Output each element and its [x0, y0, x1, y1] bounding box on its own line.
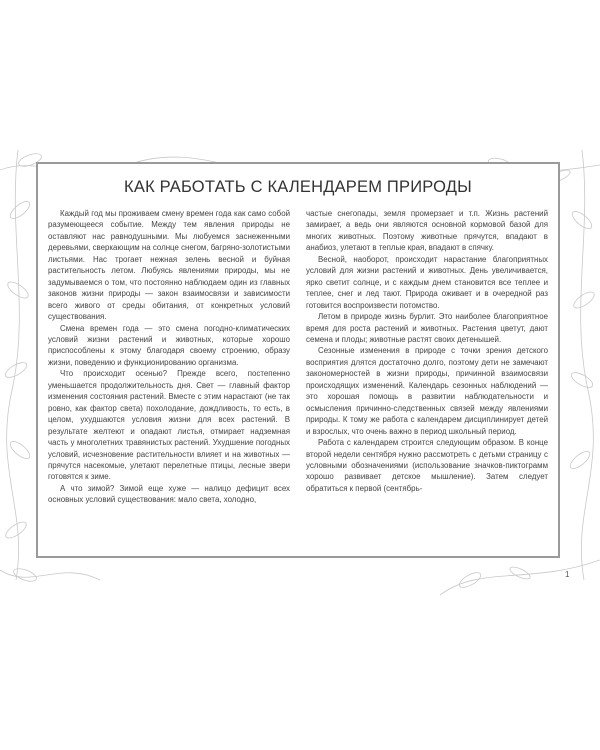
leaf-decoration-right: [560, 150, 600, 580]
paragraph: Весной, наоборот, происходит нарастание благоприятных условий для жизни растений и животных. День увеличивается, ярко светит солнце, и с каждым днем становится все теплее и теплее, снег и лед тают. Природа оживает и в очередной раз готовится воспроизвести потомство.: [306, 254, 548, 310]
text-columns: [48, 208, 548, 548]
paragraph: Что происходит осенью? Прежде всего, постепенно уменьшается продолжительность дня. Свет — главный фактор изменения состояния растений. Вместе с этим нарастают (не так ровно, как фактор света) похолодание, дождливость, то есть, в целом, ухудшаются условия жизни для всех растений. В результате желтеют и опадают листья, отмирает надземная часть у многолетних травянистых растений. Ухудшение погодных условий, исчезновение растительности влияет и на животных — прячутся насекомые, улетают перелетные птицы, лесные звери готовятся к зиме.: [48, 369, 290, 482]
page-number: 1: [565, 570, 570, 579]
content-frame: [36, 162, 560, 558]
page-title: КАК РАБОТАТЬ С КАЛЕНДАРЕМ ПРИРОДЫ: [124, 178, 472, 196]
paragraph: частые снегопады, земля промерзает и т.п. Жизнь растений замирает, а ведь они являются основной кормовой базой для многих животных. Поэтому животные прячутся, впадают в анабиоз, улетают в теплые края, впадают в спячку.: [306, 209, 548, 253]
right-column: [306, 208, 548, 548]
paragraph: А что зимой? Зимой еще хуже — налицо дефицит всех основных условий существования: мало света, холодно,: [48, 483, 290, 505]
paragraph: Работа с календарем строится следующим образом. В конце второй недели сентября нужно рассмотреть с детьми страницу с условными обозначениями (использование значков-пиктограмм хорошо развивает детское мышление). Затем следует обратиться к первой (сентябрь-: [306, 438, 548, 493]
paragraph: Летом в природе жизнь бурлит. Это наиболее благоприятное время для роста растений и животных. Растения цветут, дают семена и плоды; животные растят своих детенышей.: [306, 312, 548, 344]
left-column: [48, 208, 290, 548]
leaf-decoration-bottom: [0, 555, 600, 600]
paragraph: Смена времен года — это смена погодно-климатических условий жизни растений и животных, которые хорошо приспособлены к этому благодаря своему строению, образу жизни, поведению и функционированию организма.: [48, 323, 290, 367]
paragraph: Каждый год мы проживаем смену времен года как само собой разумеющееся событие. Между тем явления природы не оставляют нас равнодушными. Мы любуемся заснеженными деревьями, сверкающим на солнце снегом, багряно-золотистыми листьями. Нас трогает нежная зелень весной и буйная растительность летом. Любуясь явлениями природы, мы не задумываемся о том, что постоянно наблюдаем один из главных законов жизни природы — закон взаимосвязи и зависимости всего живого от среды обитания, от конкретных условий существования.: [48, 209, 290, 322]
paragraph: Сезонные изменения в природе с точки зрения детского восприятия длятся достаточно долго, поэтому дети не замечают закономерностей в жизни природы, причинной взаимосвязи происходящих изменений. Календарь сезонных наблюдений — это хорошая помощь в развитии наблюдательности и осмысления причинно-следственных связей между явлениями природы. К тому же работа с календарем дисциплинирует детей и взрослых, что очень важно в период школьный период.: [306, 346, 548, 436]
leaf-decoration-left: [0, 150, 40, 580]
